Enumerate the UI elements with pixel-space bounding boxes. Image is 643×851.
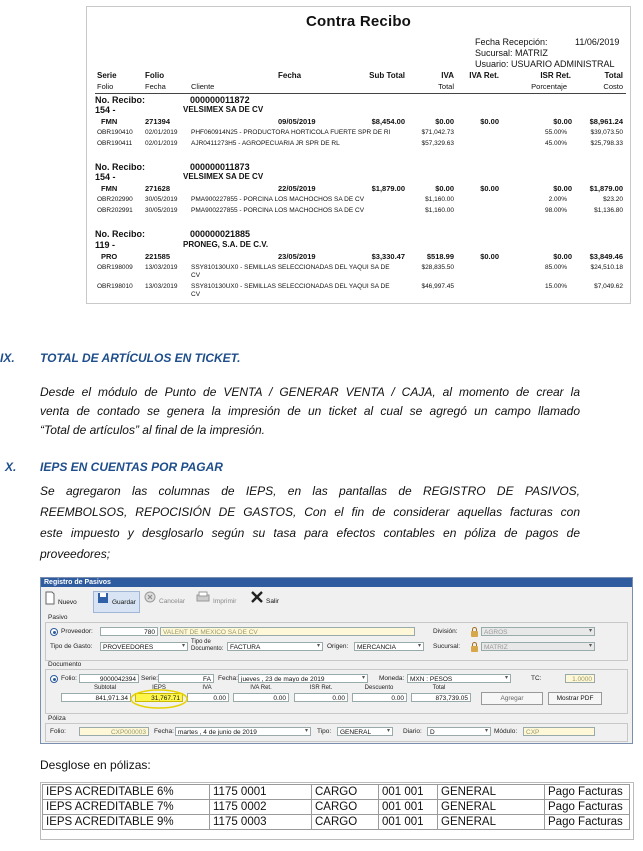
table-cell: 1175 0003	[210, 815, 312, 830]
detalle-fecha: 30/05/2019	[145, 196, 178, 203]
tipo-documento-label: Tipo de Documento:	[191, 639, 224, 652]
recibo-serie: FMN	[101, 184, 118, 193]
iva-ret-field[interactable]: 0.00	[233, 693, 289, 702]
table-cell: Pago Facturas	[545, 800, 630, 815]
proveedor-nombre-field[interactable]: VALENT DE MEXICO SA DE CV	[160, 627, 415, 636]
table-cell: 1175 0002	[210, 800, 312, 815]
recibo-codigo: 154 -	[95, 172, 116, 182]
detalle-porcentaje: 98.00%	[544, 207, 567, 214]
cancel-icon	[144, 591, 156, 612]
table-cell: 001 001	[379, 785, 438, 800]
pasivo-group-label: Pasivo	[48, 614, 68, 621]
detalle-cliente-cont: CV	[191, 291, 201, 298]
detalle-folio: OBR190410	[97, 129, 133, 136]
table-cell: IEPS ACREDITABLE 7%	[43, 800, 210, 815]
recibo-fecha: 09/05/2019	[278, 117, 316, 126]
detalle-folio: OBR198010	[97, 283, 133, 290]
paragraph-line: proveedores;	[40, 547, 111, 561]
tipo-select[interactable]: GENERAL ▾	[337, 727, 393, 736]
recibo-codigo: 119 -	[95, 240, 116, 250]
tipo-documento-select[interactable]: FACTURA ▾	[227, 642, 323, 651]
poliza-fecha-num: 4	[203, 729, 207, 736]
serie-field[interactable]: FA	[158, 674, 214, 683]
recibo-total: $1,879.00	[589, 184, 623, 193]
cancelar-label: Cancelar	[159, 598, 186, 606]
recibo-fecha: 22/05/2019	[278, 184, 316, 193]
poliza-fecha-anio: 2019	[242, 729, 257, 736]
tipo-label: Tipo:	[317, 728, 332, 735]
table-cell: GENERAL	[438, 785, 545, 800]
col-serie: Serie	[97, 71, 117, 80]
recibo-serie: FMN	[101, 117, 118, 126]
save-icon	[97, 592, 109, 613]
recibo-iva: $0.00	[435, 184, 454, 193]
guardar-button[interactable]	[93, 591, 140, 613]
paragraph-line: REEMBOLSOS, REPOCISIÓN DE GASTOS, Con el fin de considerar aquellas facturas con	[40, 505, 580, 519]
ieps-col-label: IEPS	[152, 685, 166, 691]
detalle-costo: $24,510.18	[590, 264, 623, 271]
table-cell: CARGO	[312, 800, 379, 815]
close-x-icon	[251, 591, 263, 612]
col-folio: Folio	[145, 71, 165, 80]
detalle-cliente: PMA900227855 - PORCINA LOS MACHOCHOS SA DE CV	[191, 196, 365, 203]
agregar-button[interactable]: Agregar	[481, 692, 543, 705]
sucursal-value: MATRIZ	[515, 48, 548, 58]
recibo-total: $8,961.24	[589, 117, 623, 126]
recibo-iva-ret: $0.00	[480, 252, 499, 261]
poliza-fecha-label: Fecha:	[154, 728, 174, 735]
poliza-fecha-mes: junio	[217, 729, 232, 736]
recibo-subtotal: $3,330.47	[371, 252, 405, 261]
detalle-porcentaje: 15.00%	[544, 283, 567, 290]
recibo-iva: $518.99	[426, 252, 454, 261]
isr-ret-col-label: ISR Ret.	[309, 685, 333, 691]
detalle-total: $57,329.63	[421, 140, 454, 147]
paragraph-line: este impuesto y desglosarlo según su tasa para efectos contables en póliza de pagos de	[40, 526, 580, 540]
total-field[interactable]: 873,739.05	[411, 693, 471, 702]
poliza-folio-field[interactable]: CXP000003	[79, 727, 149, 736]
desglose-table	[42, 784, 630, 830]
isr-ret-field[interactable]: 0.00	[294, 693, 348, 702]
col-iva-ret: IVA Ret.	[469, 71, 499, 80]
folio-label: Folio:	[61, 675, 77, 682]
recibo-folio: 221585	[145, 252, 171, 261]
detalle-cliente: PHF060914N25 - PRODUCTORA HORTICOLA FUERTE SPR DE RI	[191, 129, 391, 136]
sucursal-label: Sucursal:	[433, 643, 461, 650]
guardar-label: Guardar	[112, 599, 136, 607]
desglose-title: Desglose en pólizas:	[40, 758, 151, 772]
table-row	[43, 800, 630, 815]
fecha-de: de	[233, 729, 241, 736]
section-ix-paragraph	[40, 383, 580, 440]
paragraph-line: venta de contado se genera la impresión de un ticket al cual se agregó un campo llamado	[40, 404, 580, 418]
recibo-label: No. Recibo:	[95, 229, 146, 239]
ieps-highlight-ellipse	[129, 688, 189, 710]
report-title: Contra Recibo	[305, 13, 412, 30]
recibo-serie: PRO	[101, 252, 118, 261]
recibo-codigo: 154 -	[95, 105, 116, 115]
detalle-cliente: SSY810130UX0 - SEMILLAS SELECCIONADAS DEL YAQUI SA DE	[191, 283, 390, 290]
paragraph-line: “Total de artículos” al final de la impresión.	[40, 423, 265, 437]
proveedor-radio[interactable]	[50, 628, 58, 636]
total-col-label: Total	[432, 685, 446, 691]
poliza-folio-label: Folio:	[50, 728, 66, 735]
recibo-isr-ret: $0.00	[553, 117, 572, 126]
subtotal-col-label: Subtotal	[93, 685, 117, 691]
recibo-subtotal: $1,879.00	[371, 184, 405, 193]
detalle-cliente: PMA900227855 - PORCINA LOS MACHOCHOS SA DE CV	[191, 207, 365, 214]
fecha-dia: jueves	[241, 676, 260, 683]
detalle-fecha: 30/05/2019	[145, 207, 178, 214]
detalle-costo: $23.20	[603, 196, 623, 203]
printer-icon	[196, 591, 210, 612]
iva-col-label: IVA	[202, 685, 212, 691]
salir-button[interactable]	[251, 591, 279, 611]
nuevo-button[interactable]	[45, 591, 77, 611]
recibo-numero: 000000021885	[190, 229, 251, 239]
paragraph-line: Se agregaron las columnas de IEPS, en las pantallas de REGISTRO DE PASIVOS,	[40, 484, 580, 498]
diario-label: Diario:	[403, 728, 422, 735]
subcol-costo: Costo	[603, 82, 623, 91]
recibo-isr-ret: $0.00	[553, 252, 572, 261]
detalle-cliente: AJR0411273H5 - AGROPECUARIA JR SPR DE RL	[191, 140, 340, 147]
table-cell: IEPS ACREDITABLE 9%	[43, 815, 210, 830]
tipo-gasto-label: Tipo de Gasto:	[50, 643, 93, 650]
diario-select[interactable]: D ▾	[427, 727, 491, 736]
table-cell: 1175 0001	[210, 785, 312, 800]
fecha-label: Fecha:	[218, 675, 238, 682]
subcol-cliente: Cliente	[191, 82, 215, 91]
origen-select[interactable]: MERCANCIA ▾	[354, 642, 424, 651]
col-isr-ret: ISR Ret.	[540, 71, 571, 80]
detalle-folio: OBR190411	[97, 140, 133, 147]
window-title: Registro de Pasivos	[41, 578, 632, 587]
detalle-total: $1,160.00	[425, 207, 454, 214]
usuario-label: Usuario:	[475, 59, 509, 69]
recibo-proveedor: PRONEG, S.A. DE C.V.	[183, 240, 269, 249]
moneda-label: Moneda:	[379, 675, 405, 682]
col-total: Total	[604, 71, 623, 80]
poliza-fecha-dia: martes	[178, 729, 198, 736]
recibo-numero: 000000011872	[190, 95, 250, 105]
recibo-folio: 271394	[145, 117, 171, 126]
table-cell: 001 001	[379, 815, 438, 830]
tipo-gasto-select[interactable]: PROVEEDORES ▾	[100, 642, 188, 651]
recibo-subtotal: $8,454.00	[371, 117, 405, 126]
section-ix-title: TOTAL DE ARTÍCULOS EN TICKET.	[40, 351, 241, 365]
registro-pasivos-window	[40, 577, 633, 744]
table-cell: Pago Facturas	[545, 785, 630, 800]
descuento-col-label: Descuento	[364, 685, 394, 691]
fecha-recepcion	[475, 37, 620, 48]
descuento-field[interactable]: 0.00	[352, 693, 407, 702]
fecha-anio: 2019	[310, 676, 325, 683]
table-row	[43, 815, 630, 830]
table-cell: GENERAL	[438, 800, 545, 815]
table-cell: CARGO	[312, 785, 379, 800]
detalle-costo: $7,049.62	[594, 283, 623, 290]
fecha-num: 23	[265, 676, 273, 683]
recibo-proveedor: VELSIMEX SA DE CV	[183, 105, 264, 114]
recibo-numero: 000000011873	[190, 162, 250, 172]
nuevo-label: Nuevo	[58, 599, 77, 607]
tc-field[interactable]: 1.0000	[565, 674, 595, 683]
detalle-costo: $25,798.33	[590, 140, 623, 147]
recibo-fecha: 23/05/2019	[278, 252, 316, 261]
usuario-value: USUARIO ADMINISTRAL	[511, 59, 615, 69]
detalle-fecha: 13/03/2019	[145, 283, 178, 290]
detalle-fecha: 02/01/2019	[145, 129, 178, 136]
recibo-iva-ret: $0.00	[480, 184, 499, 193]
cancelar-button[interactable]	[144, 591, 185, 611]
proveedor-label: Proveedor:	[61, 628, 93, 635]
iva-field[interactable]: 0.00	[187, 693, 229, 702]
table-cell: CARGO	[312, 815, 379, 830]
subcol-porcentaje: Porcentaje	[531, 82, 567, 91]
sucursal	[475, 48, 548, 59]
proveedor-id-field[interactable]: 780	[100, 627, 158, 636]
detalle-cliente-cont: CV	[191, 272, 201, 279]
table-cell: IEPS ACREDITABLE 6%	[43, 785, 210, 800]
detalle-porcentaje: 55.00%	[544, 129, 567, 136]
fecha-de: de	[301, 676, 309, 683]
recibo-iva-ret: $0.00	[480, 117, 499, 126]
detalle-porcentaje: 85.00%	[544, 264, 567, 271]
table-cell: GENERAL	[438, 815, 545, 830]
folio-field[interactable]: 9000042394	[79, 674, 139, 683]
recibo-iva: $0.00	[435, 117, 454, 126]
section-x-paragraph	[40, 481, 580, 565]
detalle-fecha: 13/03/2019	[145, 264, 178, 271]
recibo-total: $3,849.46	[589, 252, 623, 261]
documento-group-label: Documento	[48, 661, 82, 668]
detalle-total: $46,997.45	[421, 283, 454, 290]
subtotal-field[interactable]: 841,971.34	[61, 693, 131, 702]
paragraph-line: Desde el módulo de Punto de VENTA / GENERAR VENTA / CAJA, al momento de crear la	[40, 385, 580, 399]
division-label: División:	[433, 628, 458, 635]
table-cell: 001 001	[379, 800, 438, 815]
modulo-label: Módulo:	[494, 728, 518, 735]
detalle-cliente: SSY810130UX0 - SEMILLAS SELECCIONADAS DEL YAQUI SA DE	[191, 264, 390, 271]
fecha-mes: mayo	[283, 676, 300, 683]
poliza-group-label: Póliza	[48, 715, 66, 722]
col-subtotal: Sub Total	[369, 71, 405, 80]
iva-ret-col-label: IVA Ret.	[250, 685, 272, 691]
subcol-total: Total	[438, 82, 454, 91]
recibo-isr-ret: $0.00	[553, 184, 572, 193]
sucursal-label: Sucursal:	[475, 48, 513, 58]
folio-radio[interactable]	[50, 675, 58, 683]
fecha-picker[interactable]: jueves , 23 de mayo de 2019 ▾	[238, 674, 368, 683]
col-iva: IVA	[441, 71, 454, 80]
detalle-total: $71,042.73	[421, 129, 454, 136]
imprimir-label: Imprimir	[213, 598, 237, 606]
contra-recibo-report	[86, 6, 631, 304]
col-fecha: Fecha	[278, 71, 302, 80]
section-x-title: IEPS EN CUENTAS POR PAGAR	[40, 460, 223, 474]
new-document-icon	[45, 591, 55, 614]
imprimir-button[interactable]	[196, 591, 236, 611]
detalle-porcentaje: 2.00%	[548, 196, 567, 203]
fecha-recepcion-label: Fecha Recepción:	[475, 37, 548, 47]
recibo-folio: 271628	[145, 184, 171, 193]
detalle-porcentaje: 45.00%	[544, 140, 567, 147]
header-rule	[95, 93, 626, 94]
poliza-fecha-picker[interactable]: martes , 4 de junio de 2019 ▾	[175, 727, 311, 736]
serie-label: Serie:	[141, 675, 158, 682]
recibo-label: No. Recibo:	[95, 162, 146, 172]
recibo-proveedor: VELSIMEX SA DE CV	[183, 172, 264, 181]
table-cell: Pago Facturas	[545, 815, 630, 830]
detalle-folio: OBR202991	[97, 207, 133, 214]
subcol-folio: Folio	[97, 82, 114, 91]
modulo-field[interactable]: CXP	[523, 727, 595, 736]
subcol-fecha: Fecha	[145, 82, 166, 91]
detalle-folio: OBR202990	[97, 196, 133, 203]
salir-label: Salir	[266, 598, 280, 606]
detalle-total: $28,835.50	[421, 264, 454, 271]
usuario	[475, 59, 615, 70]
detalle-folio: OBR198009	[97, 264, 133, 271]
detalle-fecha: 02/01/2019	[145, 140, 178, 147]
recibo-label: No. Recibo:	[95, 95, 146, 105]
fecha-recepcion-value: 11/06/2019	[575, 37, 620, 47]
section-x-number: X.	[5, 460, 17, 474]
table-row	[43, 785, 630, 800]
sucursal-select[interactable]: MATRIZ ▾	[481, 642, 595, 651]
moneda-select[interactable]: MXN : PESOS ▾	[407, 674, 511, 683]
detalle-total: $1,160.00	[425, 196, 454, 203]
detalle-costo: $1,136.80	[594, 207, 623, 214]
fecha-de: de	[274, 676, 282, 683]
ieps-field[interactable]: 31,767.71	[135, 693, 183, 702]
tc-label: TC:	[531, 675, 542, 682]
detalle-costo: $39,073.50	[590, 129, 623, 136]
lock-icon	[471, 631, 478, 637]
division-select[interactable]: AGROS ▾	[481, 627, 595, 636]
origen-label: Origen:	[327, 643, 349, 650]
section-ix-number: IX.	[0, 351, 15, 365]
lock-icon	[471, 646, 478, 652]
fecha-de: de	[208, 729, 216, 736]
mostrar-pdf-button[interactable]: Mostrar PDF	[548, 692, 602, 705]
